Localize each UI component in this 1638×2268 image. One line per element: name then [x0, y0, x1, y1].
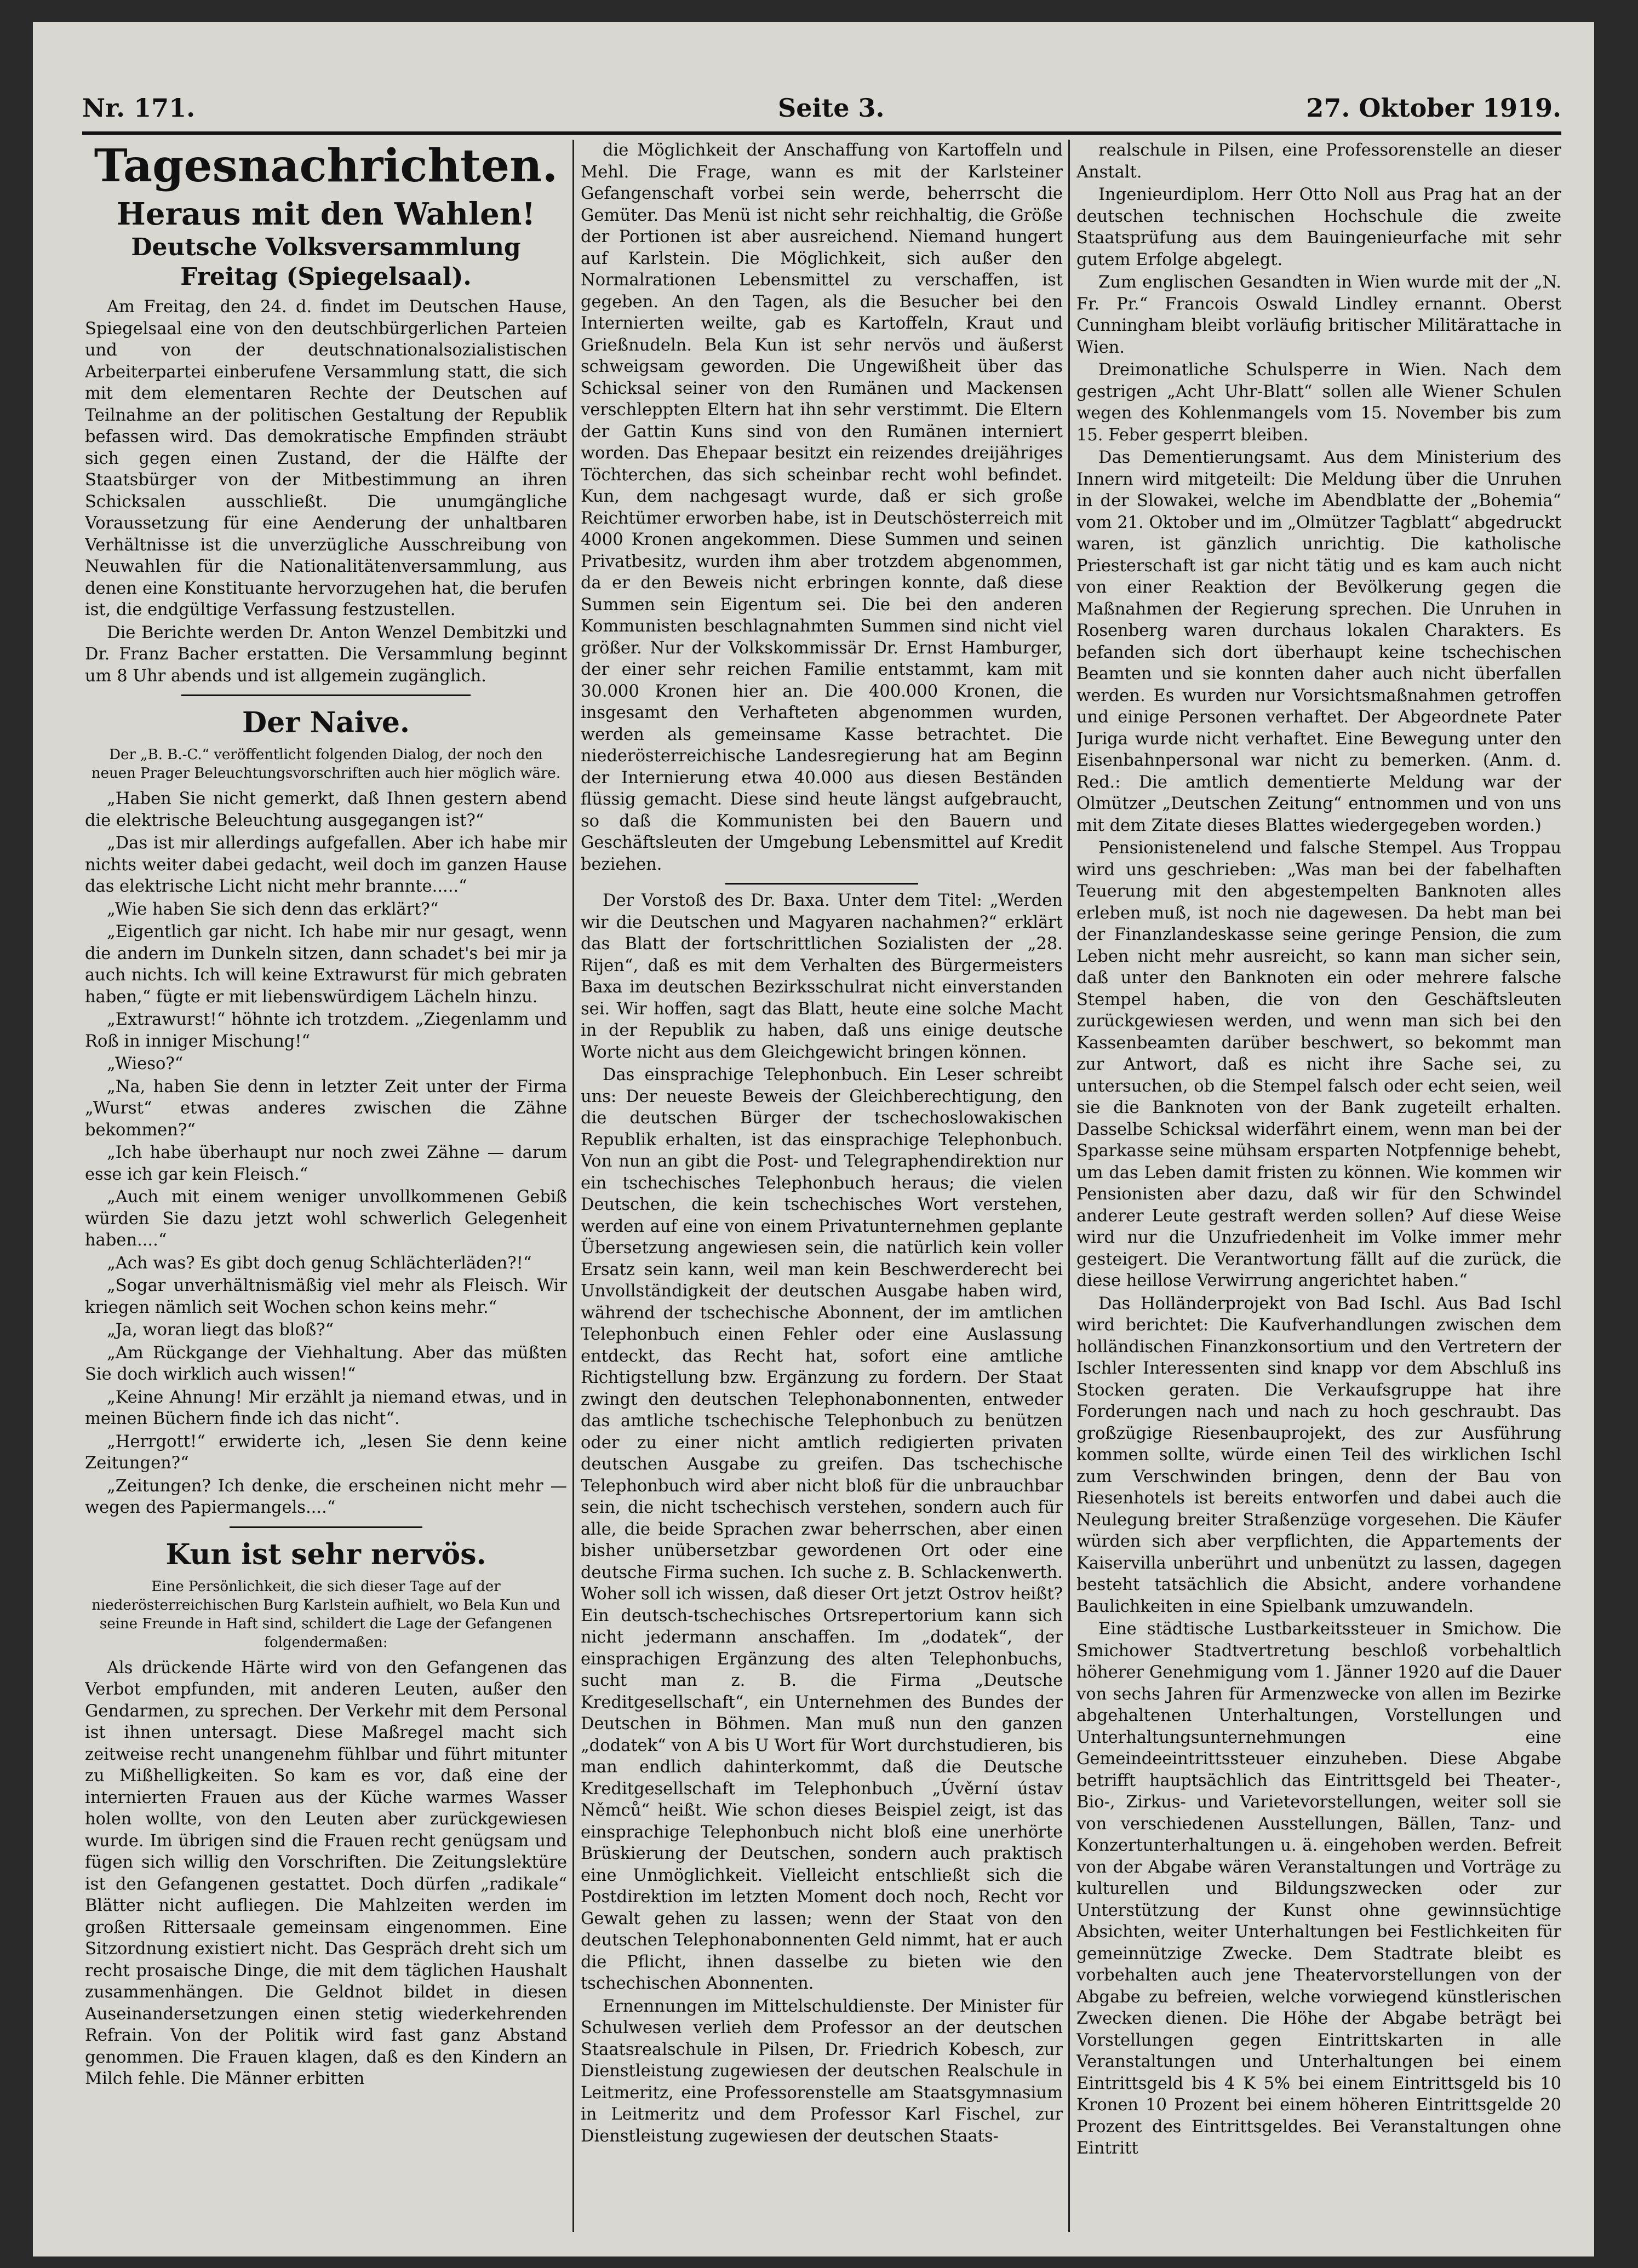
dialog-line: „Zeitungen? Ich denke, die erscheinen nicht mehr — wegen des Papiermangels....“: [85, 1476, 567, 1517]
article-paragraph: die Möglichkeit der Anschaffung von Kartoffeln und Mehl. Die Frage, wann es mit der Karlsteiner Gefangenschaft vorbei sein werde, beherrscht die Gemüter. Das Menü ist nicht sehr reichhaltig, die Größe der Portionen ist aber ausreichend. Niemand hungert auf Karlstein. Die Möglichkeit, sich außer den Normalrationen Lebensmittel zu verschaffen, ist gegeben. An den Tagen, als die Besucher bei den Internierten weilte, gab es Kartoffeln, Kraut und Grießnudeln. Bela Kun ist sehr nervös und äußerst schweigsam geworden. Die Ungewißheit über das Schicksal seiner von den Rumänen und Mackensen verschleppten Eltern hat ihn sehr verstimmt. Die Eltern der Gattin Kuns sind von den Rumänen interniert worden. Das Ehepaar besitzt ein reizendes dreijähriges Töchterchen, das sich scheinbar recht wohl befindet. Kun, dem nachgesagt wurde, daß er sich große Reichtümer erworben habe, ist in Deutschösterreich mit 4000 Kronen angekommen. Diese Summen und seinen Privatbesitz, wurden ihm aber trotzdem abgenommen, da er den Beweis nicht erbringen konnte, daß diese Summen sein Eigentum sei. Die bei den anderen Kommunisten beschlagnahmten Summen sind nicht viel größer. Nur der Volkskommissär Dr. Ernst Hamburger, der einer sehr reichen Familie entstammt, kam mit 30.000 Kronen hier an. Die 400.000 Kronen, die insgesamt den Verhafteten abgenommen wurden, werden als gemeinsame Kasse betrachtet. Die niederösterreichische Landesregierung hat am Beginn der Internierung etwa 40.000 aus diesen Beständen flüssig gemacht. Diese sind heute längst aufgebraucht, so daß die Kommunisten bei den Bauern und Geschäftsleuten der Umgebung Lebensmittel auf Kredit beziehen.: [581, 141, 1063, 874]
article-headline: Kun ist sehr nervös.: [165, 1537, 486, 1571]
section-title: Tagesnachrichten.: [94, 140, 558, 192]
column-divider: [1068, 140, 1070, 2232]
separator-rule: [181, 694, 471, 696]
article-paragraph: Ingenieurdiplom. Herr Otto Noll aus Prag hat an der deutschen technischen Hochschule die zweite Staatsprüfung aus dem Bauingenieurfache mit sehr gutem Erfolge abgelegt.: [1076, 185, 1561, 269]
article-paragraph: Ernennungen im Mittelschuldienste. Der Minister für Schulwesen verlieh dem Professor an der deutschen Staatsrealschule in Pilsen, Dr. Friedrich Kobesch, zur Dienstleistung zugewiesen der deutschen Realschule in Leitmeritz, eine Professorenstelle am Staatsgymnasium in Leitmeritz und dem Professor Karl Fischel, zur Dienstleistung zugewiesen der deutschen Staats-: [581, 1996, 1063, 2146]
column-2: [581, 140, 1063, 2232]
dialog-line: „Wieso?“: [107, 1054, 184, 1073]
article-intro: Eine Persönlichkeit, die sich dieser Tage auf der niederösterreichischen Burg Karlstein aufhielt, wo Bela Kun und seine Freunde in Haft sind, schildert die Lage der Gefangenen folgendermaßen:: [91, 1578, 560, 1651]
dialog-line: „Das ist mir allerdings aufgefallen. Aber ich habe mir nichts weiter dabei gedacht, weil doch im ganzen Hause das elektrische Licht nicht mehr brannte.....“: [85, 834, 567, 896]
article-subheadline: Deutsche Volksversammlung Freitag (Spiegelsaal).: [131, 233, 521, 291]
article-paragraph: Die Berichte werden Dr. Anton Wenzel Dembitzki und Dr. Franz Bacher erstatten. Die Versammlung beginnt um 8 Uhr abends und ist allgemein zugänglich.: [85, 623, 567, 686]
dialog-line: „Herrgott!“ erwiderte ich, „lesen Sie denn keine Zeitungen?“: [85, 1432, 567, 1473]
article-headline: Der Naive.: [242, 706, 410, 739]
dialog-line: „Wie haben Sie sich denn das erklärt?“: [107, 899, 439, 919]
article-paragraph: Das Dementierungsamt. Aus dem Ministerium des Innern wird mitgeteilt: Die Meldung über die Unruhen in der Slowakei, welche im Abendblatte der „Bohemia“ vom 21. Oktober und im „Olmützer Tagblatt“ abgedruckt waren, ist gänzlich unrichtig. Die katholische Priesterschaft ist gar nicht tätig und es kam auch nicht von einer Reaktion der Bevölkerung gegen die Maßnahmen der Regierung sprechen. Die Unruhen in Rosenberg waren durchaus lokalen Charakters. Es befanden sich dort überhaupt keine tschechischen Beamten und sie konnten daher auch nicht überfallen werden. Es wurden nur Vorsichtsmaßnahmen getroffen und einige Personen verhaftet. Der Abgeordnete Pater Juriga wurde nicht verhaftet. Eine Bewegung unter den Eisenbahnpersonal war nicht zu bemerken. (Anm. d. Red.: Die amtlich dementierte Meldung war der Olmützer „Deutschen Zeitung“ entnommen und von uns mit dem Zitate dieses Blattes wiedergegeben worden.): [1076, 448, 1561, 835]
column-1: [85, 140, 567, 2232]
dialog-line: „Eigentlich gar nicht. Ich habe mir nur gesagt, wenn die andern im Dunkeln sitzen, dann schadet's bei mir ja auch nichts. Ich will keine Extrawurst für mich gebraten haben,“ fügte er mit liebenswürdigem Lächeln hinzu.: [85, 922, 567, 1007]
dialog-line: „Extrawurst!“ höhnte ich trotzdem. „Ziegenlamm und Roß in inniger Mischung!“: [85, 1010, 567, 1051]
article-paragraph: realschule in Pilsen, eine Professorenstelle an dieser Anstalt.: [1076, 141, 1561, 182]
column-divider: [572, 140, 574, 2232]
article-headline: Heraus mit den Wahlen!: [116, 196, 536, 232]
article-paragraph: Am Freitag, den 24. d. findet im Deutschen Hause, Spiegelsaal eine von den deutschbürgerlichen Parteien und von der deutschnationalsozialistischen Arbeiterpartei einberufene Versammlung statt, die sich mit dem elementaren Rechte der Deutschen auf Teilnahme an der politischen Gestaltung der Republik befassen wird. Das demokratische Empfinden sträubt sich gegen einen Zustand, der die Hälfte der Staatsbürger von der Mitbestimmung an ihren Schicksalen ausschließt. Die unumgängliche Voraussetzung für eine Aenderung der unhaltbaren Verhältnisse ist die unverzügliche Ausschreibung von Neuwahlen für die Nationalitätenversammlung, aus denen eine Konstituante hervorzugehen hat, die berufen ist, die endgültige Verfassung festzustellen.: [85, 297, 567, 619]
separator-rule: [725, 883, 918, 885]
separator-rule: [230, 1526, 422, 1528]
issue-number: Nr. 171.: [82, 93, 196, 123]
article-paragraph: Der Vorstoß des Dr. Baxa. Unter dem Titel: „Werden wir die Deutschen und Magyaren nachahmen?“ erklärt das Blatt der fortschrittlichen Sozialisten der „28. Rijen“, daß es mit dem Verhalten des Bürgermeisters Baxa im deutschen Bezirksschulrat nicht einverstanden sei. Wir hoffen, sagt das Blatt, heute eine solche Macht in der Republik zu haben, daß uns einige deutsche Worte nicht aus dem Gleichgewicht bringen können.: [581, 891, 1063, 1062]
article-paragraph: Das Holländerprojekt von Bad Ischl. Aus Bad Ischl wird berichtet: Die Kaufverhandlungen zwischen dem holländischen Finanzkonsortium und den Vertretern der Ischler Interessenten sind knapp vor dem Abschluß ins Stocken geraten. Die Verkaufsgruppe hat ihre Forderungen nach und nach zu hoch geschraubt. Das großzügige Riesenbauprojekt, des zur Ausführung kommen sollte, würde einen Teil des wirklichen Ischl zum Verschwinden bringen, denn der Bau von Riesenhotels ist bereits entworfen und dabei auch die Neulegung breiter Straßenzüge vorgesehen. Die Käufer würden sich aber verpflichten, die Appartements der Kaiservilla unberührt und unbenützt zu lassen, dagegen besteht tatsächlich die Absicht, andere vorhandene Baulichkeiten in eine Spielbank umzuwandeln.: [1076, 1294, 1561, 1616]
column-3: [1076, 140, 1561, 2232]
dialog-line: „Ach was? Es gibt doch genug Schlächterläden?!“: [107, 1253, 532, 1273]
page-number: Seite 3.: [778, 93, 885, 123]
article-paragraph: Als drückende Härte wird von den Gefangenen das Verbot empfunden, mit anderen Leuten, außer den Gendarmen, zu sprechen. Der Verkehr mit dem Personal ist ihnen untersagt. Diese Maßregel macht sich zeitweise recht unangenehm fühlbar und führt mitunter zu Mißhelligkeiten. So kam es vor, daß eine der internierten Frauen aus der Küche warmes Wasser holen wollte, von den Leuten aber zurückgewiesen wurde. Im übrigen sind die Frauen recht genügsam und fügen sich willig den Vorschriften. Die Zeitungslektüre ist den Gefangenen gestattet. Doch dürfen „radikale“ Blätter nicht aufliegen. Die Mahlzeiten werden im großen Rittersaale gemeinsam eingenommen. Eine Sitzordnung existiert nicht. Das Gespräch dreht sich um recht prosaische Dinge, die mit dem täglichen Haushalt zusammenhängen. Die Geldnot bildet in diesen Auseinandersetzungen einen stetig wiederkehrenden Refrain. Von der Politik wird fast ganz Abstand genommen. Die Frauen klagen, daß es den Kindern an Milch fehle. Die Männer erbitten: [85, 1658, 567, 2088]
issue-date: 27. Oktober 1919.: [1306, 93, 1561, 123]
dialog-line: „Keine Ahnung! Mir erzählt ja niemand etwas, und in meinen Büchern finde ich das nicht“.: [85, 1387, 567, 1428]
dialog-line: „Na, haben Sie denn in letzter Zeit unter der Firma „Wurst“ etwas anderes zwischen die Zähne bekommen?“: [85, 1077, 567, 1140]
page-header: [82, 71, 1561, 126]
dialog-line: „Sogar unverhältnismäßig viel mehr als Fleisch. Wir kriegen nämlich seit Wochen schon keins mehr.“: [85, 1276, 567, 1317]
dialog-line: „Ja, woran liegt das bloß?“: [107, 1320, 334, 1340]
newspaper-page: [33, 22, 1594, 2256]
article-intro: Der „B. B.-C.“ veröffentlicht folgenden Dialog, der noch den neuen Prager Beleuchtungsvorschriften auch hier möglich wäre.: [91, 747, 561, 782]
dialog-line: „Haben Sie nicht gemerkt, daß Ihnen gestern abend die elektrische Beleuchtung ausgegangen ist?“: [85, 789, 567, 830]
article-paragraph: Pensionistenelend und falsche Stempel. Aus Troppau wird uns geschrieben: „Was man bei der fabelhaften Teuerung mit den abgestempelten Banknoten alles erleben muß, ist noch nie dagewesen. Da hebt man bei der Finanzlandeskasse seine geringe Pension, die zum Leben nicht mehr ausreicht, so kann man sicher sein, daß unter den Banknoten ein oder mehrere falsche Stempel haben, die von den Geschäftsleuten zurückgewiesen werden, und wenn man sich bei den Kassenbeamten darüber beschwert, so bekommt man zur Antwort, daß es nicht ihre Sache sei, zu untersuchen, ob die Stempel falsch oder echt seien, weil sie die Banknoten von der Bank zugeteilt erhalten. Dasselbe Schicksal widerfährt einem, wenn man bei der Sparkasse seine mühsam ersparten Notpfennige behebt, um das Leben damit fristen zu können. Wie kommen wir Pensionisten aber dazu, daß wir für den Schwindel anderer Leute gestraft werden sollen? Auf diese Weise wird nur die Unzufriedenheit im Volke immer mehr gesteigert. Die Verantwortung fällt auf die zurück, die diese heillose Verwirrung angerichtet haben.“: [1076, 839, 1561, 1290]
article-paragraph: Das einsprachige Telephonbuch. Ein Leser schreibt uns: Der neueste Beweis der Gleichberechtigung, den die deutschen Bürger der tschechoslowakischen Republik erhalten, ist das einsprachige Telephonbuch. Von nun an gibt die Post- und Telegraphendirektion nur ein tschechisches Telephonbuch heraus; die vielen Deutschen, die kein tschechisches Wort verstehen, werden auf eine von einem Privatunternehmen geplante Übersetzung angewiesen sein, die natürlich kein voller Ersatz sein kann, weil man kein Beschwerderecht bei Unvollständigkeit der deutschen Ausgabe haben wird, während der tschechische Abonnent, der im amtlichen Telephonbuch einen Fehler oder eine Auslassung entdeckt, das Recht hat, sofort eine amtliche Richtigstellung bzw. Ergänzung zu fordern. Der Staat zwingt den deutschen Telephonabonnenten, entweder das amtliche tschechische Telephonbuch zu benützen oder zu einer nicht amtlich redigierten privaten deutschen Ausgabe zu greifen. Das tschechische Telephonbuch wird aber nicht bloß für die unbrauchbar sein, die nicht tschechisch verstehen, sondern auch für alle, die beide Sprachen zwar beherrschen, aber einen bisher unübersetzbar gewordenen Ort oder eine deutsche Firma suchen. Ich suche z. B. Schlackenwerth. Woher soll ich wissen, daß dieser Ort jetzt Ostrov heißt? Ein deutsch-tschechisches Ortsrepertorium kann sich nicht jedermann anschaffen. Im „dodatek“, der einsprachigen Ergänzung des alten Telephonbuchs, sucht man z. B. die Firma „Deutsche Kreditgesellschaft“, ein Unternehmen des Bundes der Deutschen in Böhmen. Man muß nun den ganzen „dodatek“ von A bis U Wort für Wort durchstudieren, bis man endlich dahinterkommt, daß die Deutsche Kreditgesellschaft im Telephonbuch „Úvěrní ústav Němců“ heißt. Wie schon dieses Beispiel zeigt, ist das einsprachige Telephonbuch nicht bloß eine unerhörte Brüskierung der Deutschen, sondern auch praktisch eine Unmöglichkeit. Vielleicht entschließt sich die Postdirektion im letzten Moment doch noch, Recht vor Gewalt gehen zu lassen; wenn der Staat von den deutschen Telephonabonnenten Geld nimmt, hat er auch die Pflicht, ihnen dasselbe zu bieten wie den tschechischen Abonnenten.: [581, 1065, 1063, 1993]
article-paragraph: Zum englischen Gesandten in Wien wurde mit der „N. Fr. Pr.“ Francois Oswald Lindley ernannt. Oberst Cunningham bleibt vorläufig britischer Militärattache in Wien.: [1076, 273, 1561, 357]
article-paragraph: Dreimonatliche Schulsperre in Wien. Nach dem gestrigen „Acht Uhr-Blatt“ sollen alle Wiener Schulen wegen des Kohlenmangels vom 15. November bis zum 15. Feber gesperrt bleiben.: [1076, 360, 1561, 445]
article-paragraph: Eine städtische Lustbarkeitssteuer in Smichow. Die Smichower Stadtvertretung beschloß vorbehaltlich höherer Genehmigung vom 1. Jänner 1920 auf die Dauer von sechs Jahren für Armenzwecke von allen im Bezirke abgehaltenen Unterhaltungen, Vorstellungen und Unterhaltungsunternehmungen eine Gemeindeeintrittssteuer einzuheben. Diese Abgabe betrifft hauptsächlich das Eintrittsgeld bei Theater-, Bio-, Zirkus- und Varietevorstellungen, weiter soll sie von verschiedenen Ausstellungen, Bällen, Tanz- und Konzertunterhaltungen u. ä. eingehoben werden. Befreit von der Abgabe wären Veranstaltungen und Vorträge zu kulturellen und Bildungszwecken oder zur Unterstützung der Kunst ohne gewinnsüchtige Absichten, weiter Unterhaltungen bei Festlichkeiten für gemeinnützige Zwecke. Dem Stadtrate bleibt es vorbehalten auch jene Theatervorstellungen von der Abgabe zu befreien, welche vorwiegend künstlerischen Zwecken dienen. Die Höhe der Abgabe beträgt bei Vorstellungen gegen Eintrittskarten in alle Veranstaltungen und Unterhaltungen bei einem Eintrittsgeld bis 4 K 5% bei einem Eintrittsgeld bis 10 Kronen 10 Prozent bei einem höheren Eintrittsgelde 20 Prozent des Eintrittsgeldes. Bei Veranstaltungen ohne Eintritt: [1076, 1620, 1561, 2158]
dialog-line: „Ich habe überhaupt nur noch zwei Zähne — darum esse ich gar kein Fleisch.“: [85, 1143, 567, 1184]
dialog-line: „Auch mit einem weniger unvollkommenen Gebiß würden Sie dazu jetzt wohl schwerlich Gelegenheit haben....“: [85, 1187, 567, 1250]
dialog-line: „Am Rückgange der Viehhaltung. Aber das müßten Sie doch wirklich auch wissen!“: [85, 1343, 567, 1384]
header-rule: [82, 131, 1561, 135]
